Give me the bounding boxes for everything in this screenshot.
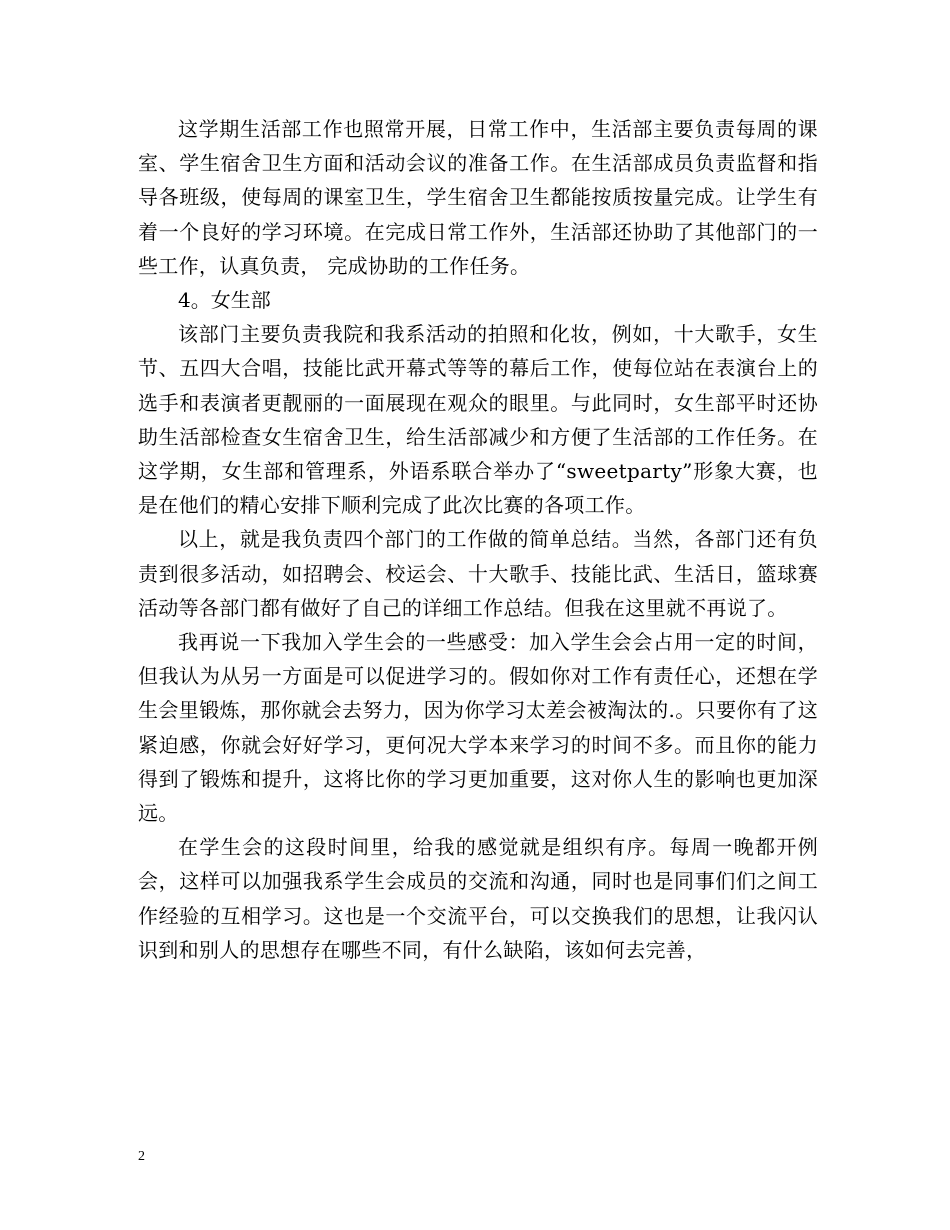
paragraph-girls-department: 该部门主要负责我院和我系活动的拍照和化妆，例如，十大歌手，女生节、五四大合唱，技能比武开幕式等等的幕后工作，使每位站在表演台上的选手和表演者更靓丽的一面展现在观众的眼里。与此同时，女生部平时还协助生活部检查女生宿舍卫生，给生活部减少和方便了生活部的工作任务。在这学期，女生部和管理系，外语系联合举办了“sweetparty”形象大赛，也是在他们的精心安排下顺利完成了此次比赛的各项工作。 (138, 322, 818, 518)
section-heading-girls-department: 4。女生部 (178, 288, 271, 313)
page-number: 2 (138, 1149, 145, 1164)
paragraph-feelings: 我再说一下我加入学生会的一些感受：加入学生会会占用一定的时间，但我认为从另一方面是可以促进学习的。假如你对工作有责任心，还想在学生会里锻炼，那你就会去努力，因为你学习太差会被淘汰的.。只要你有了这紧迫感，你就会好好学习，更何况大学本来学习的时间不多。而且你的能力得到了锻炼和提升，这将比你的学习更加重要，这对你人生的影响也更加深远。 (138, 630, 818, 826)
document-body (138, 112, 818, 967)
paragraph-organization: 在学生会的这段时间里，给我的感觉就是组织有序。每周一晚都开例会，这样可以加强我系学生会成员的交流和沟通，同时也是同事们们之间工作经验的互相学习。这也是一个交流平台，可以交换我们的思想，让我闪认识到和别人的思想存在哪些不同，有什么缺陷，该如何去完善， (138, 835, 818, 962)
paragraph-summary: 以上，就是我负责四个部门的工作做的简单总结。当然，各部门还有负责到很多活动，如招聘会、校运会、十大歌手、技能比武、生活日，篮球赛活动等各部门都有做好了自己的详细工作总结。但我在这里就不再说了。 (138, 527, 818, 620)
paragraph-life-department: 这学期生活部工作也照常开展，日常工作中，生活部主要负责每周的课室、学生宿舍卫生方面和活动会议的准备工作。在生活部成员负责监督和指导各班级，使每周的课室卫生，学生宿舍卫生都能按质按量完成。让学生有着一个良好的学习环境。在完成日常工作外，生活部还协助了其他部门的一些工作，认真负责， 完成协助的工作任务。 (138, 117, 818, 278)
